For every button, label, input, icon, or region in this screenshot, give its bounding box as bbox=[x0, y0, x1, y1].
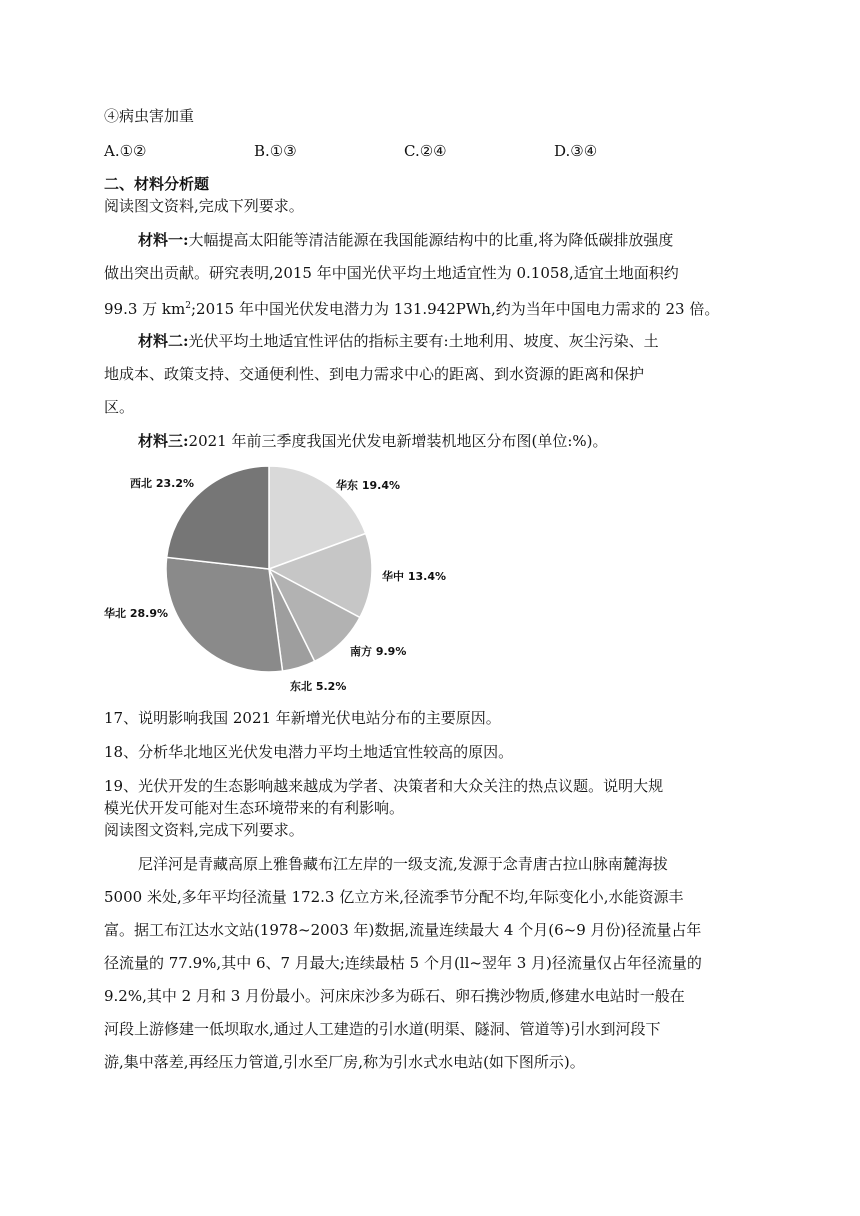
q16-item-4: ④病虫害加重 bbox=[104, 107, 195, 125]
pie-chart bbox=[90, 455, 450, 700]
material-1-text-3a: 99.3 万 km bbox=[104, 300, 186, 318]
option-a: A.①② bbox=[104, 142, 147, 160]
material-3-label: 材料三: bbox=[138, 432, 189, 450]
pie-label-nanfang: 南方 9.9% bbox=[350, 645, 407, 658]
question-18: 18、分析华北地区光伏发电潜力平均土地适宜性较高的原因。 bbox=[104, 743, 514, 761]
section-intro: 阅读图文资料,完成下列要求。 bbox=[104, 197, 304, 215]
material-1-label: 材料一: bbox=[138, 231, 189, 249]
passage-line-1: 尼洋河是青藏高原上雅鲁藏布江左岸的一级支流,发源于念青唐古拉山脉南麓海拔 bbox=[138, 855, 668, 873]
passage-line-6: 河段上游修建一低坝取水,通过人工建造的引水道(明渠、隧洞、管道等)引水到河段下 bbox=[104, 1020, 661, 1038]
pie-label-dongbei: 东北 5.2% bbox=[290, 680, 347, 693]
material-1-text-3b: ;2015 年中国光伏发电潜力为 131.942PWh,约为当年中国电力需求的 23 倍。 bbox=[190, 300, 720, 318]
passage-line-5: 9.2%,其中 2 月和 3 月份最小。河床床沙多为砾石、卵石携沙物质,修建水电站时一般在 bbox=[104, 987, 685, 1005]
passage-line-2: 5000 米处,多年平均径流量 172.3 亿立方米,径流季节分配不均,年际变化小,水能资源丰 bbox=[104, 888, 684, 906]
section-heading: 二、材料分析题 bbox=[104, 175, 210, 193]
material-1-line-1 bbox=[138, 230, 673, 250]
question-19-line-1: 19、光伏开发的生态影响越来越成为学者、决策者和大众关注的热点议题。说明大规 bbox=[104, 777, 664, 795]
option-b: B.①③ bbox=[254, 142, 297, 160]
material-3-line bbox=[138, 431, 608, 451]
passage-line-4: 径流量的 77.9%,其中 6、7 月最大;连续最枯 5 个月(ll~翌年 3 月)径流量仅占年径流量的 bbox=[104, 954, 702, 972]
material-1-sup: 2 bbox=[185, 301, 191, 311]
pie-label-huadong: 华东 19.4% bbox=[336, 479, 400, 492]
question-19-line-2: 模光伏开发可能对生态环境带来的有利影响。 bbox=[104, 799, 405, 817]
material-1-text-1: 大幅提高太阳能等清洁能源在我国能源结构中的比重,将为降低碳排放强度 bbox=[188, 231, 674, 249]
passage-line-3: 富。据工布江达水文站(1978~2003 年)数据,流量连续最大 4 个月(6~9 月份)径流量占年 bbox=[104, 921, 702, 939]
material-2-line-3: 区。 bbox=[104, 398, 135, 416]
pie-slices bbox=[166, 466, 372, 672]
material-3-text: 2021 年前三季度我国光伏发电新增装机地区分布图(单位:%)。 bbox=[188, 432, 608, 450]
pie-label-huazhong: 华中 13.4% bbox=[382, 570, 446, 583]
material-2-label: 材料二: bbox=[138, 332, 189, 350]
question-17: 17、说明影响我国 2021 年新增光伏电站分布的主要原因。 bbox=[104, 709, 501, 727]
pie-label-huabei: 华北 28.9% bbox=[104, 607, 168, 620]
pie-slice-4 bbox=[166, 557, 283, 672]
passage-intro: 阅读图文资料,完成下列要求。 bbox=[104, 821, 304, 839]
option-c: C.②④ bbox=[404, 142, 447, 160]
passage-line-7: 游,集中落差,再经压力管道,引水至厂房,称为引水式水电站(如下图所示)。 bbox=[104, 1053, 585, 1071]
pie-label-xibei: 西北 23.2% bbox=[130, 477, 194, 490]
material-1-line-2: 做出突出贡献。研究表明,2015 年中国光伏平均土地适宜性为 0.1058,适宜土地面积约 bbox=[104, 264, 679, 282]
material-2-text-1: 光伏平均土地适宜性评估的指标主要有:土地利用、坡度、灰尘污染、土 bbox=[188, 332, 659, 350]
option-d: D.③④ bbox=[554, 142, 598, 160]
material-2-line-2: 地成本、政策支持、交通便利性、到电力需求中心的距离、到水资源的距离和保护 bbox=[104, 365, 645, 383]
material-2-line-1 bbox=[138, 331, 659, 351]
material-1-line-3 bbox=[104, 296, 719, 319]
